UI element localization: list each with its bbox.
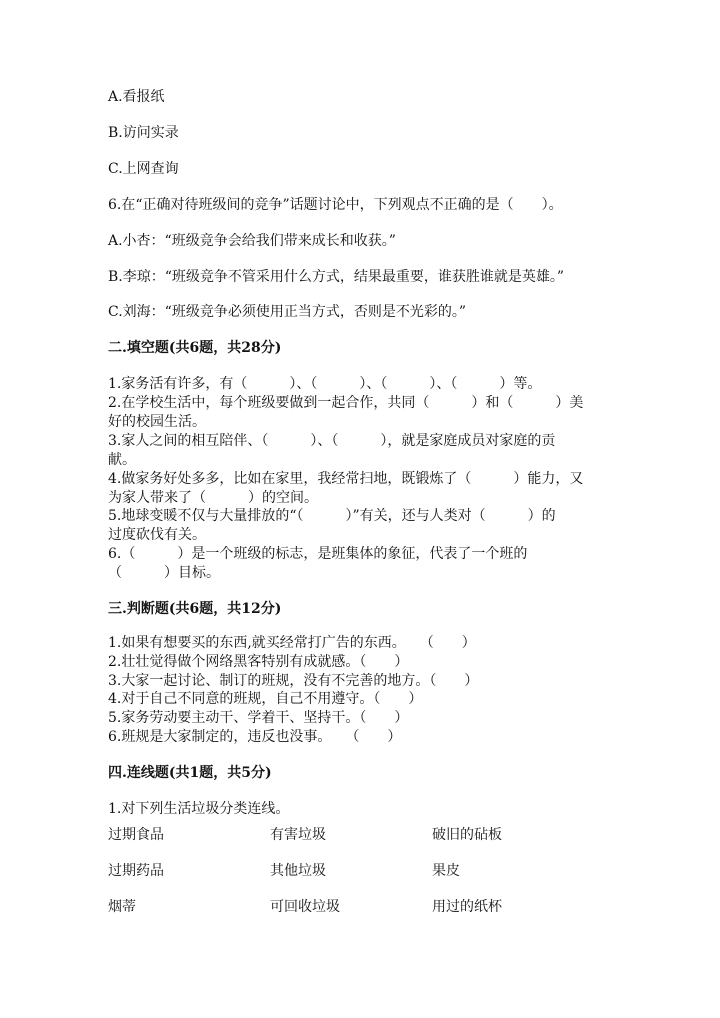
section-2-title: 二.填空题(共6题，共28分) xyxy=(108,340,282,356)
q6-option-c: C.刘海：“班级竞争必须使用正当方式，否则是不光彩的。” xyxy=(108,304,466,320)
matching-item-middle: 可回收垃圾 xyxy=(270,899,340,915)
matching-item-right: 破旧的砧板 xyxy=(432,827,502,843)
q6-option-a: A.小杏：“班级竞争会给我们带来成长和收获。” xyxy=(108,233,396,249)
judge-item: 2.壮壮觉得做个网络黑客特别有成就感。（ ） xyxy=(108,654,409,670)
fill-line: 2.在学校生活中，每个班级要做到一起合作，共同（ ）和（ ）美 xyxy=(108,395,584,411)
fill-line: （ ）目标。 xyxy=(108,565,220,581)
judge-item: 3.大家一起讨论、制订的班规，没有不完善的地方。（ ） xyxy=(108,673,479,689)
fill-line: 4.做家务好处多多，比如在家里，我经常扫地，既锻炼了（ ）能力，又 xyxy=(108,471,584,487)
section-3-title: 三.判断题(共6题，共12分) xyxy=(108,601,282,617)
matching-item-left: 过期药品 xyxy=(108,863,164,879)
q6-option-b: B.李琼：“班级竞争不管采用什么方式，结果最重要，谁获胜谁就是英雄。” xyxy=(108,269,565,285)
option-b: B.访问实录 xyxy=(108,125,179,141)
judge-item: 1.如果有想要买的东西,就买经常打广告的东西。 （ ） xyxy=(108,635,476,651)
option-a: A.看报纸 xyxy=(108,89,165,105)
matching-item-right: 果皮 xyxy=(432,863,460,879)
fill-line: 6.（ ）是一个班级的标志，是班集体的象征，代表了一个班的 xyxy=(108,546,528,562)
fill-line: 5.地球变暖不仅与大量排放的“（ ）”有关，还与人类对（ ）的 xyxy=(108,508,556,524)
fill-line: 献。 xyxy=(108,452,136,468)
q6-stem: 6.在“正确对待班级间的竞争”话题讨论中，下列观点不正确的是（ ）。 xyxy=(108,197,563,213)
judge-item: 6.班规是大家制定的，违反也没事。 （ ） xyxy=(108,729,402,745)
fill-line: 为家人带来了（ ）的空间。 xyxy=(108,490,318,506)
judge-item: 4.对于自己不同意的班规，自己不用遵守。（ ） xyxy=(108,691,423,707)
option-c: C.上网查询 xyxy=(108,161,179,177)
fill-line: 好的校园生活。 xyxy=(108,414,206,430)
matching-item-middle: 有害垃圾 xyxy=(270,827,326,843)
matching-item-middle: 其他垃圾 xyxy=(270,863,326,879)
matching-item-right: 用过的纸杯 xyxy=(432,899,502,915)
section-4-title: 四.连线题(共1题，共5分) xyxy=(108,765,272,781)
judge-item: 5.家务劳动要主动干、学着干、坚持干。（ ） xyxy=(108,710,409,726)
matching-item-left: 过期食品 xyxy=(108,827,164,843)
fill-line: 1.家务活有许多，有（ ）、（ ）、（ ）、（ ）等。 xyxy=(108,376,542,392)
matching-item-left: 烟蒂 xyxy=(108,899,136,915)
fill-line: 3.家人之间的相互陪伴、（ ）、（ ），就是家庭成员对家庭的贡 xyxy=(108,433,556,449)
fill-line: 过度砍伐有关。 xyxy=(108,527,206,543)
matching-question: 1.对下列生活垃圾分类连线。 xyxy=(108,801,290,817)
